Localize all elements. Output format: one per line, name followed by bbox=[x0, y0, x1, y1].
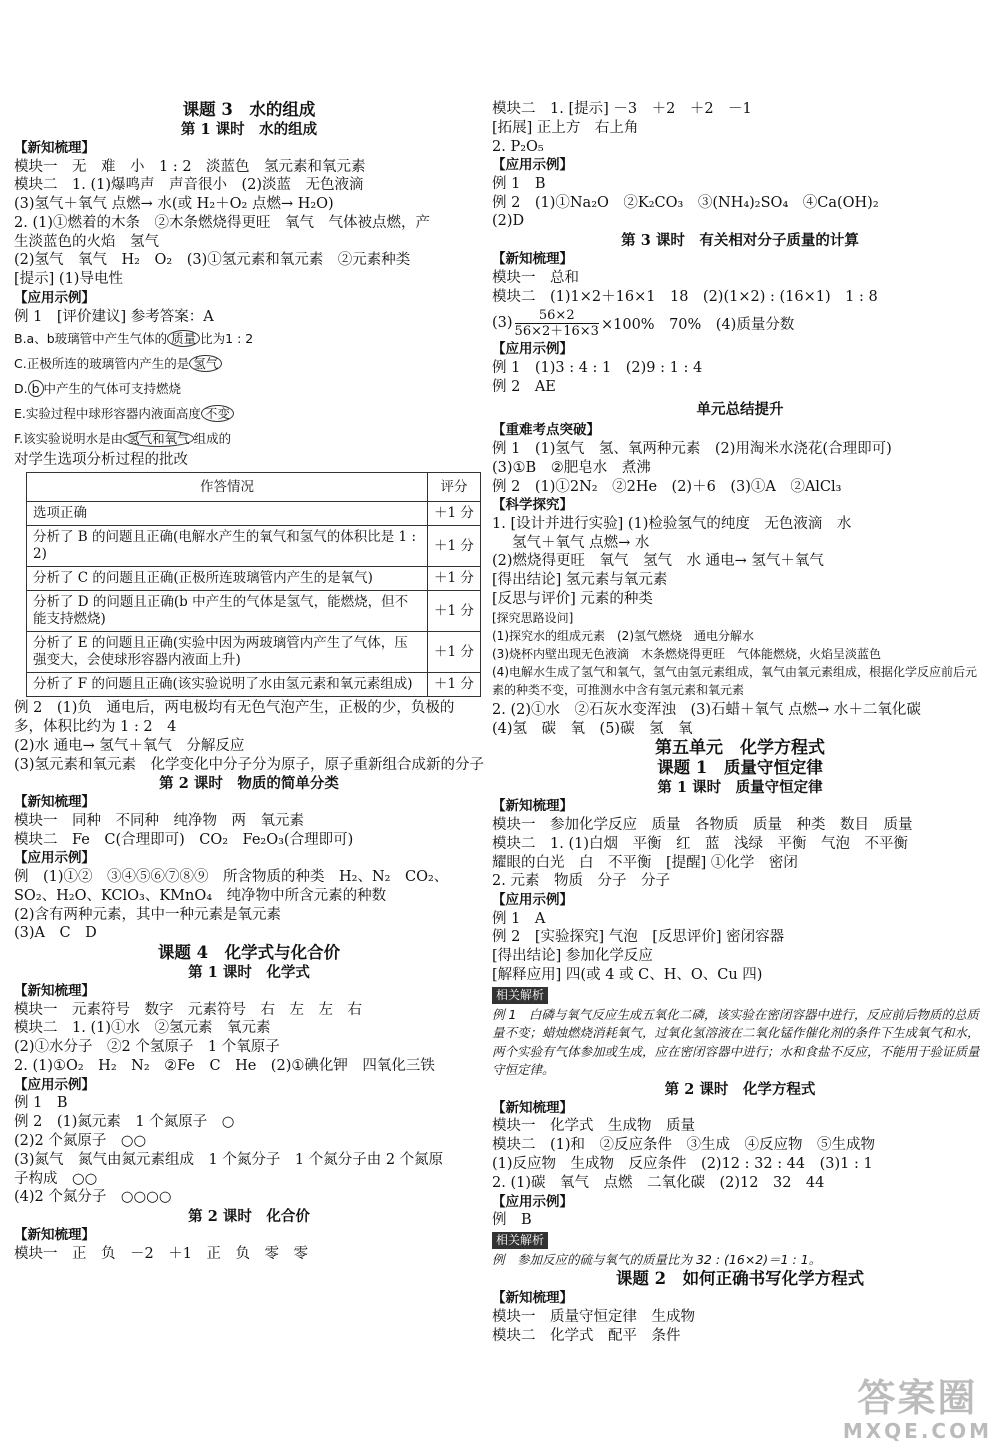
answer-line: 例 B bbox=[492, 1212, 532, 1228]
answer-line: 子构成 ○○ bbox=[14, 1170, 98, 1187]
answer-line: (3)A C D bbox=[14, 925, 97, 942]
answer-line: (2)氢气 氧气 H₂ O₂ (3)①氢元素和氧元素 ②元素种类 bbox=[14, 252, 411, 269]
table-header: 评分 bbox=[428, 473, 481, 502]
answer-line: SO₂、H₂O、KClO₃、KMnO₄ 纯净物中所含元素的种数 bbox=[14, 887, 387, 904]
lesson-title: 第 2 课时 物质的简单分类 bbox=[159, 775, 339, 793]
table-cell: ＋1 分 bbox=[428, 632, 481, 673]
circled-word: 氢气 bbox=[189, 355, 222, 372]
circled-word: 质量 bbox=[167, 330, 200, 347]
lesson-title: 第 1 课时 质量守恒定律 bbox=[657, 779, 823, 797]
fraction-line: (3) $\frac{56\times 2}{56\times 2+16\times 3}$ ×100% 70% (4)质量分数 bbox=[492, 307, 795, 339]
section-heading: 【重难考点突破】 bbox=[492, 422, 600, 439]
denominator: 56×2＋16×3 bbox=[514, 323, 599, 339]
lesson-title: 第 1 课时 化学式 bbox=[188, 964, 310, 982]
answer-line: 例 1 B bbox=[492, 175, 546, 192]
table-cell: 分析了 E 的问题且正确(实验中因为两玻璃管内产生了气体，压强变大，会使球形容器内液面上升) bbox=[27, 632, 428, 673]
answer-line: 模块二 1. (1)①水 ②氢元素 氧元素 bbox=[14, 1020, 271, 1037]
topic-title: 课题 1 质量守恒定律 bbox=[657, 758, 823, 778]
section-heading: 【新知梳理】 bbox=[14, 983, 95, 1000]
section-heading: 【应用示例】 bbox=[492, 892, 573, 909]
answer-line: [得出结论] 参加化学反应 bbox=[492, 948, 653, 965]
answer-line: 模块二 化学式 配平 条件 bbox=[492, 1327, 681, 1344]
table-cell: ＋1 分 bbox=[428, 567, 481, 591]
student-note: C.正极所连的玻璃管内产生的是 氢气 bbox=[14, 351, 484, 376]
answer-line: [解释应用] 四(或 4 或 C、H、O、Cu 四) bbox=[492, 967, 763, 984]
student-note: D. b 中产生的气体可支持燃烧 bbox=[14, 381, 182, 397]
answer-line: (2)含有两种元素，其中一种元素是氧元素 bbox=[14, 906, 282, 923]
answer-line: 氢气＋氧气 点燃→ 水 bbox=[512, 534, 650, 551]
student-note: F.该实验说明水是由 氢气和氧气 组成的 bbox=[14, 431, 232, 447]
answer-line: (4)2 个氮分子 ○○○○ bbox=[14, 1189, 172, 1206]
section-heading: 【应用示例】 bbox=[492, 1193, 573, 1210]
analysis-badge: 相关解析 bbox=[492, 1232, 548, 1249]
answer-line: 模块二 1. [提示] －3 ＋2 ＋2 －1 bbox=[492, 101, 752, 117]
section-heading: 【新知梳理】 bbox=[492, 251, 573, 268]
section-heading: 【应用示例】 bbox=[492, 157, 573, 174]
answer-line: [反思与评价] 元素的种类 bbox=[492, 591, 653, 608]
answer-line: (3)烧杯内壁出现无色液滴 木条燃烧得更旺 气体能燃烧，火焰呈淡蓝色 bbox=[492, 646, 882, 661]
lesson-title: 第 1 课时 水的组成 bbox=[180, 121, 318, 138]
analysis-badge-row bbox=[492, 1232, 988, 1249]
fraction bbox=[515, 308, 599, 339]
answer-line: 模块一 质量守恒定律 生成物 bbox=[492, 1308, 695, 1325]
answer-line: 例 1 (1)3 : 4 : 1 (2)9 : 1 : 4 bbox=[492, 359, 703, 376]
answer-line: 模块二 1. (1)爆鸣声 声音很小 (2)淡蓝 无色液滴 bbox=[14, 177, 364, 194]
answer-line: (2)①水分子 ②2 个氢原子 1 个氧原子 bbox=[14, 1039, 280, 1056]
numerator: 56×2 bbox=[538, 307, 575, 323]
answer-line: 模块二 (1)1×2＋16×1 18 (2)(1×2) : (16×1) 1 : 8 bbox=[492, 288, 878, 305]
answer-line: 1. [设计并进行实验] (1)检验氢气的纯度 无色液滴 水 bbox=[492, 515, 852, 532]
analysis-text: 例 1 白磷与氧气反应生成五氧化二磷，该实验在密闭容器中进行，反应前后物质的总质量不变；蜡烛燃烧消耗氧气，过氧化氢溶液在二氧化锰作催化剂的条件下生成氧气和水，两个实验有气体参加或生成，应在密闭容器中进行；水和食盐不反应，不能用于验证质量守恒定律。 bbox=[492, 1006, 980, 1078]
answer-line: 例 1 A bbox=[492, 910, 546, 927]
topic-title: 课题 4 化学式与化合价 bbox=[157, 943, 341, 963]
table-cell: ＋1 分 bbox=[428, 526, 481, 567]
table-row bbox=[27, 567, 481, 591]
answer-line: (1)探究水的组成元素 (2)氢气燃烧 通电分解水 bbox=[492, 628, 754, 643]
table-row bbox=[27, 526, 481, 567]
table-cell: 分析了 F 的问题且正确(该实验说明了水由氢元素和氧元素组成) bbox=[27, 673, 428, 697]
answer-line: 2. (1)碳 氧气 点燃 二氧化碳 (2)12 32 44 bbox=[492, 1174, 825, 1191]
answer-line: (3)氮气 氮气由氮元素组成 1 个氮分子 1 个氮分子由 2 个氮原 bbox=[14, 1151, 444, 1168]
section-heading: 【新知梳理】 bbox=[14, 794, 95, 811]
answer-line: 模块一 无 难 小 1 : 2 淡蓝色 氢元素和氧元素 bbox=[14, 158, 366, 175]
answer-line: 例 2 (1)①2N₂ ②2He (2)＋6 (3)①A ②AlCl₃ bbox=[492, 478, 842, 495]
section-heading: 【应用示例】 bbox=[14, 290, 95, 307]
answer-line: (3)氢元素和氧元素 化学变化中分子分为原子，原子重新组合成新的分子 bbox=[14, 756, 484, 773]
answer-line: (2)D bbox=[492, 213, 525, 230]
lesson-title: 第 3 课时 有关相对分子质量的计算 bbox=[621, 232, 859, 250]
answer-line: [探究思路设问] bbox=[492, 610, 574, 625]
answer-line: (3)①B ②肥皂水 煮沸 bbox=[492, 459, 651, 476]
answer-line: (3)氢气＋氧气 点燃→ 水(或 H₂＋O₂ 点燃→ H₂O) bbox=[14, 196, 334, 213]
section-heading: 【新知梳理】 bbox=[492, 1099, 573, 1116]
answer-line: 模块二 1. (1)白烟 平衡 红 蓝 浅绿 平衡 气泡 不平衡 bbox=[492, 835, 908, 852]
table-row bbox=[27, 502, 481, 526]
answer-line: 例 2 [实验探究] 气泡 [反思评价] 密闭容器 bbox=[492, 929, 785, 946]
table-cell: ＋1 分 bbox=[428, 591, 481, 632]
table-header: 作答情况 bbox=[27, 473, 428, 502]
answer-line: 例 2 (1)氮元素 1 个氮原子 ○ bbox=[14, 1114, 235, 1131]
answer-line: (1)反应物 生成物 反应条件 (2)12 : 32 : 44 (3)1 : 1 bbox=[492, 1155, 873, 1172]
table-cell: 分析了 B 的问题且正确(电解水产生的氧气和氢气的体积比是 1 : 2) bbox=[27, 526, 428, 567]
answer-line: 例 1 (1)氢气 氢、氧两种元素 (2)用淘米水浇花(合理即可) bbox=[492, 440, 892, 457]
answer-line: (4)电解水生成了氢气和氧气，氢气由氢元素组成，氧气由氧元素组成，根据化学反应前后元素的种类不变，可推测水中含有氢元素和氧元素 bbox=[492, 664, 978, 697]
answer-line: 模块一 参加化学反应 质量 各物质 质量 种类 数目 质量 bbox=[492, 816, 913, 833]
topic-title: 课题 3 水的组成 bbox=[182, 100, 316, 119]
answer-line: 生淡蓝色的火焰 氢气 bbox=[14, 233, 159, 250]
analysis-text: 例 参加反应的硫与氧气的质量比为 32 : (16×2)＝1 : 1。 bbox=[492, 1251, 822, 1267]
section-heading: 【应用示例】 bbox=[14, 850, 95, 867]
answer-line: (4)氢 碳 氧 (5)碳 氢 氧 bbox=[492, 720, 693, 737]
lesson-title: 第 2 课时 化学方程式 bbox=[664, 1080, 816, 1098]
answer-line: 模块一 化学式 生成物 质量 bbox=[492, 1118, 695, 1135]
answer-line: 模块一 同种 不同种 纯净物 两 氧元素 bbox=[14, 812, 304, 829]
unit-summary-title: 单元总结提升 bbox=[696, 401, 784, 419]
section-heading: 【应用示例】 bbox=[492, 341, 573, 358]
table-cell: 分析了 D 的问题且正确(b 中产生的气体是氢气，能燃烧，但不能支持燃烧) bbox=[27, 591, 428, 632]
topic-title: 课题 2 如何正确书写化学方程式 bbox=[615, 1269, 865, 1289]
table-row bbox=[27, 591, 481, 632]
analysis-badge-row bbox=[492, 987, 988, 1004]
answer-line: 模块二 (1)和 ②反应条件 ③生成 ④反应物 ⑤生成物 bbox=[492, 1137, 876, 1154]
section-heading: 【新知梳理】 bbox=[14, 1227, 95, 1244]
section-heading: 【科学探究】 bbox=[492, 497, 573, 514]
table-cell: 选项正确 bbox=[27, 502, 428, 526]
answer-line: 耀眼的白光 白 不平衡 [提醒] ①化学 密闭 bbox=[492, 854, 798, 871]
table-header-row bbox=[27, 473, 481, 502]
table-cell: ＋1 分 bbox=[428, 502, 481, 526]
answer-line: [提示] (1)导电性 bbox=[14, 271, 123, 288]
answer-line: 例 2 AE bbox=[492, 378, 556, 395]
table-cell: 分析了 C 的问题且正确(正极所连玻璃管内产生的是氧气) bbox=[27, 567, 428, 591]
answer-line: 2. (1)①燃着的木条 ②木条燃烧得更旺 氧气 气体被点燃，产 bbox=[14, 214, 430, 231]
answer-line: (2)燃烧得更旺 氧气 氢气 水 通电→ 氢气＋氧气 bbox=[492, 553, 824, 570]
answer-line: 2. (1)①O₂ H₂ N₂ ②Fe C He (2)①碘化钾 四氧化三铁 bbox=[14, 1058, 435, 1075]
circled-word: 氢气和氧气 bbox=[123, 430, 194, 447]
answer-line: 模块一 元素符号 数字 元素符号 右 左 左 右 bbox=[14, 1001, 362, 1018]
student-note: E.实验过程中球形容器内液面高度 不变 bbox=[14, 401, 484, 426]
answer-line: 2. 元素 物质 分子 分子 bbox=[492, 873, 670, 890]
unit-title: 第五单元 化学方程式 bbox=[655, 738, 825, 759]
answer-line: 对学生选项分析过程的批改 bbox=[14, 452, 188, 469]
answer-line: 2. P₂O₅ bbox=[492, 138, 544, 155]
section-heading: 【新知梳理】 bbox=[492, 798, 573, 815]
student-note: B.a、b玻璃管中产生气体的 质量 比为1 : 2 bbox=[14, 331, 254, 347]
watermark-logo: 答案圈 MXQE.COM bbox=[842, 1376, 992, 1443]
answer-line: (2)水 通电→ 氢气＋氧气 分解反应 bbox=[14, 737, 245, 754]
answer-line: 模块一 正 负 －2 ＋1 正 负 零 零 bbox=[14, 1245, 308, 1262]
answer-line: 例 2 (1)①Na₂O ②K₂CO₃ ③(NH₄)₂SO₄ ④Ca(OH)₂ bbox=[492, 194, 879, 211]
answer-line: 例 1 B bbox=[14, 1095, 68, 1112]
answer-line: 模块一 总和 bbox=[492, 269, 579, 286]
table-cell: ＋1 分 bbox=[428, 673, 481, 697]
analysis-badge: 相关解析 bbox=[492, 987, 548, 1004]
grading-table bbox=[26, 472, 481, 697]
answer-line: [得出结论] 氢元素与氧元素 bbox=[492, 572, 668, 589]
circled-word: b bbox=[28, 380, 44, 397]
circled-word: 不变 bbox=[201, 405, 234, 422]
answer-line: 例 1 [评价建议] 参考答案：A bbox=[14, 308, 214, 325]
section-heading: 【应用示例】 bbox=[14, 1076, 95, 1093]
answer-line: 例 (1)①② ③④⑤⑥⑦⑧⑨ 所含物质的种类 H₂、N₂ CO₂、 bbox=[14, 868, 449, 885]
answer-line: 2. (2)①水 ②石灰水变浑浊 (3)石蜡＋氧气 点燃→ 水＋二氧化碳 bbox=[492, 701, 921, 718]
table-row bbox=[27, 673, 481, 697]
right-column bbox=[492, 100, 988, 1345]
section-heading: 【新知梳理】 bbox=[492, 1290, 573, 1307]
left-column bbox=[14, 100, 484, 1263]
lesson-title: 第 2 课时 化合价 bbox=[188, 1208, 310, 1226]
section-heading: 【新知梳理】 bbox=[14, 140, 95, 156]
table-row bbox=[27, 632, 481, 673]
answer-line: 多，体积比约为 1 : 2 4 bbox=[14, 718, 177, 735]
answer-line: (2)2 个氮原子 ○○ bbox=[14, 1132, 147, 1149]
answer-line: 模块二 Fe C(合理即可) CO₂ Fe₂O₃(合理即可) bbox=[14, 831, 354, 848]
answer-line: 例 2 (1)负 通电后，两电极均有无色气泡产生，正极的少，负极的 bbox=[14, 700, 455, 717]
answer-line: [拓展] 正上方 右上角 bbox=[492, 119, 639, 136]
